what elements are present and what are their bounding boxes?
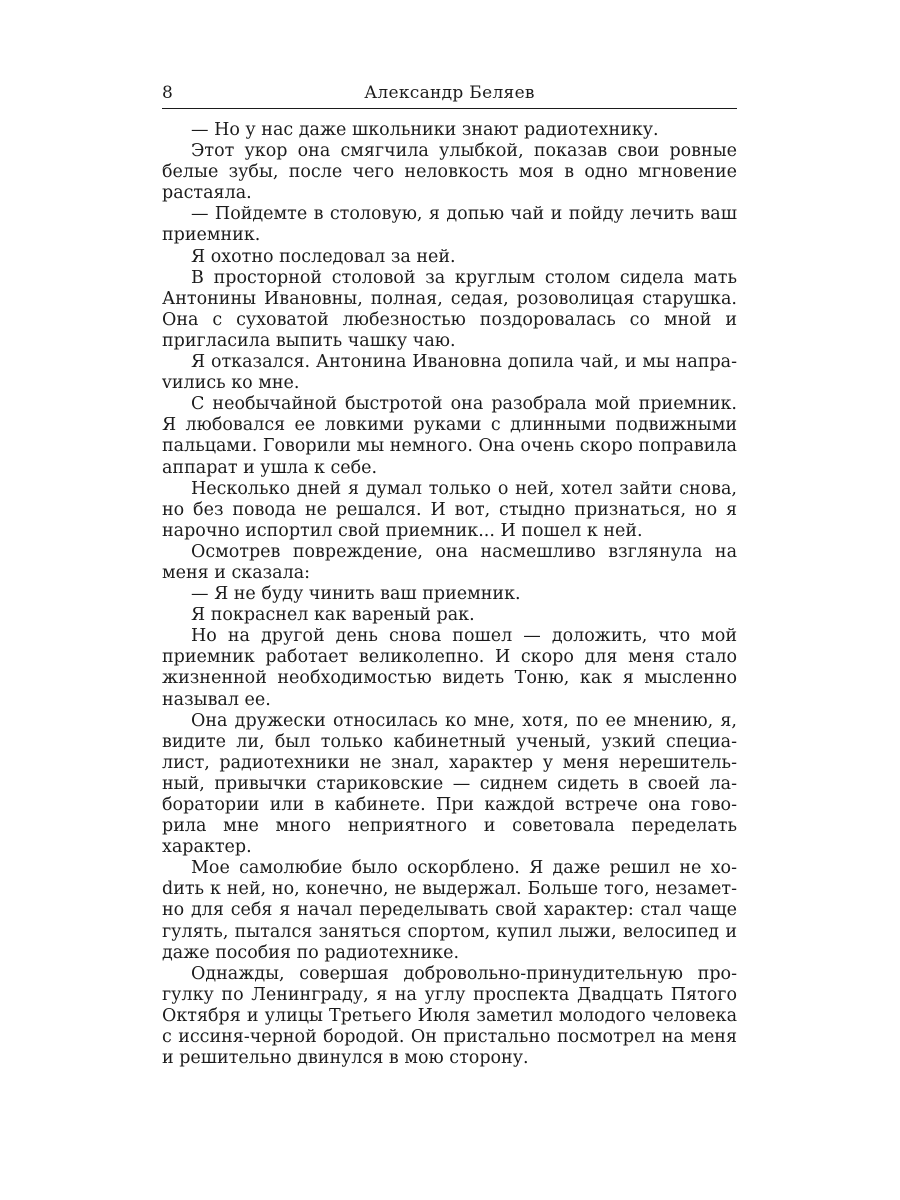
paragraph: — Но у нас даже школьники знают радиотехнику. bbox=[191, 120, 659, 140]
paragraph: Я отказался. Антонина Ивановна допила чай, и мы напраvились ко мне. bbox=[162, 352, 737, 394]
running-title-author: Александр Беляев bbox=[364, 83, 535, 103]
paragraph: Но на другой день снова пошел — доложить, что мой приемник работает великолепно. И скоро для меня стало жизненной необходимостью видеть Тоню, как я мысленно называл ее. bbox=[162, 626, 737, 710]
paragraph: Этот укор она смягчила улыбкой, показав свои ровные белые зубы, после чего неловкость моя в одно мгновение растаяла. bbox=[162, 141, 737, 204]
page-header bbox=[162, 82, 737, 109]
paragraph: Я покраснел как вареный рак. bbox=[191, 605, 475, 626]
paragraph: Она дружески относилась ко мне, хотя, по ее мнению, я, видите ли, был только кабинетный ученый, узкий специалист, радиотехники не знал, характер у меня нерешительный, привычки стариковские — сиднем сидеть в своей лаборатории или в кабинете. При каждой встрече она говорила мне много неприятного и советовала переделать характер. bbox=[162, 710, 737, 858]
paragraph: С необычайной быстротой она разобрала мой приемник. Я любовался ее ловкими руками с длинными подвижными пальцами. Говорили мы немного. Она очень скоро поправила аппарат и ушла к себе. bbox=[162, 394, 737, 478]
body-text bbox=[162, 120, 737, 1069]
paragraph: Я охотно последовал за ней. bbox=[191, 246, 456, 267]
paragraph: В просторной столовой за круглым столом сидела мать Антонины Ивановны, полная, седая, розоволицая старушка. Она с суховатой любезностью поздоровалась со мной и пригласила выпить чашку чаю. bbox=[162, 267, 737, 351]
paragraph: Однажды, совершая добровольно-принудительную прогулку по Ленинграду, я на углу проспекта Двадцать Пятого Октября и улицы Третьего Июля заметил молодого человека с иссиня-черной бородой. Он пристально посмотрел на меня и решительно двинулся в мою сторону. bbox=[162, 963, 737, 1069]
paragraph: — Пойдемте в столовую, я допью чай и пойду лечить ваш приемник. bbox=[162, 204, 737, 246]
paragraph: Осмотрев повреждение, она насмешливо взглянула на меня и сказала: bbox=[162, 541, 737, 583]
paragraph: Мое самолюбие было оскорблено. Я даже решил не хоdить к ней, но, конечно, не выдержал. Больше того, незаметно для себя я начал переделывать свой характер: стал чаще гулять, пытался заняться спортом, купил лыжи, велосипед и даже пособия по радиотехнике. bbox=[162, 858, 737, 963]
paragraph: Несколько дней я думал только о ней, хотел зайти снова, но без повода не решался. И вот, стыдно признаться, но я нарочно испортил свой приемник... И пошел к ней. bbox=[162, 478, 737, 541]
page-number: 8 bbox=[162, 83, 173, 103]
paragraph: — Я не буду чинить ваш приемник. bbox=[191, 584, 521, 605]
